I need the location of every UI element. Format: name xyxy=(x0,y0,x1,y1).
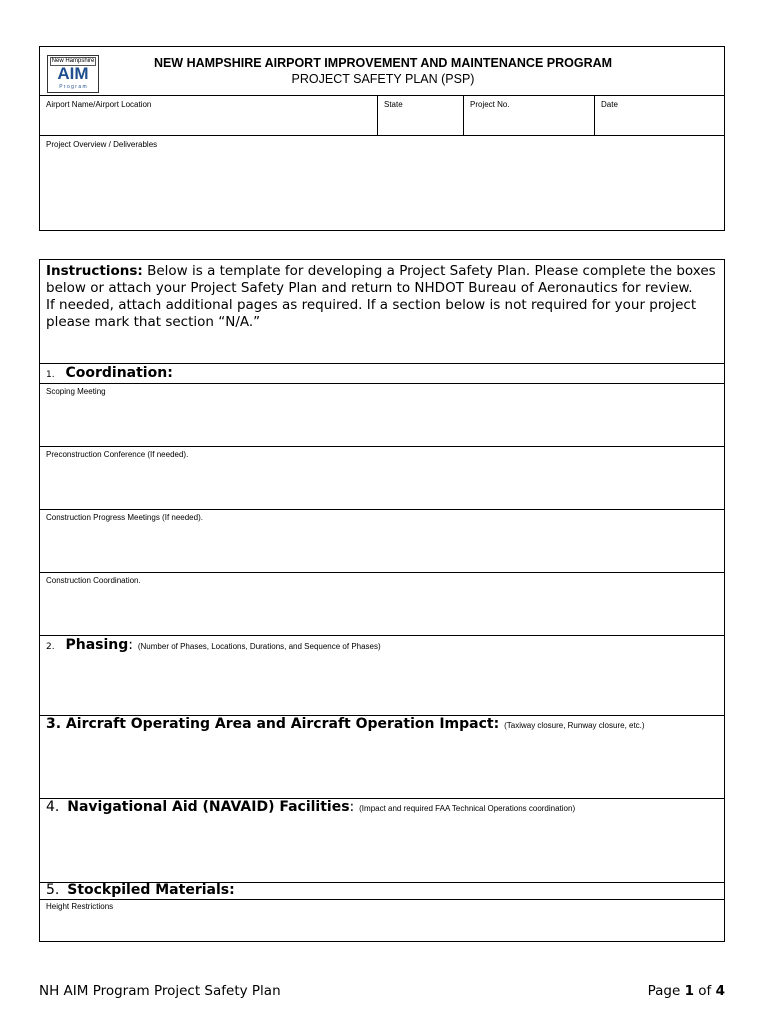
section-2-colon: : xyxy=(128,637,133,653)
scoping-meeting-label: Scoping Meeting xyxy=(46,387,106,396)
project-no-cell[interactable] xyxy=(464,96,595,135)
progress-meetings-label: Construction Progress Meetings (If needed). xyxy=(46,513,203,522)
section-3-aoa[interactable] xyxy=(40,716,724,799)
state-input[interactable] xyxy=(384,112,462,132)
form-title: NEW HAMPSHIRE AIRPORT IMPROVEMENT AND MAINTENANCE PROGRAM xyxy=(153,56,613,70)
construction-coordination-input[interactable] xyxy=(46,589,720,635)
navaid-input[interactable] xyxy=(46,821,720,881)
instructions-text-2: If needed, attach additional pages as required. If a section below is not required for your project please mark that section “N/A.” xyxy=(46,297,697,330)
overview-label: Project Overview / Deliverables xyxy=(46,140,158,149)
progress-meetings-input[interactable] xyxy=(46,526,720,572)
date-label: Date xyxy=(601,100,618,109)
header-block xyxy=(39,46,725,231)
section-4-title: Navigational Aid (NAVAID) Facilities xyxy=(67,799,350,815)
form-subtitle: PROJECT SAFETY PLAN (PSP) xyxy=(291,72,475,86)
height-restrictions-label: Height Restrictions xyxy=(46,902,114,911)
info-row xyxy=(40,95,724,136)
airport-label: Airport Name/Airport Location xyxy=(46,100,152,109)
project-no-label: Project No. xyxy=(470,100,510,109)
construction-coordination-cell[interactable] xyxy=(40,573,724,636)
page-word: Page xyxy=(647,983,681,999)
instructions-lead: Instructions: xyxy=(46,263,143,279)
height-restrictions-cell[interactable] xyxy=(40,900,724,941)
phasing-input[interactable] xyxy=(46,658,720,714)
height-restrictions-input[interactable] xyxy=(46,914,720,942)
section-5-header xyxy=(40,883,724,900)
project-no-input[interactable] xyxy=(470,112,592,132)
preconstruction-input[interactable] xyxy=(46,463,720,509)
section-2-number: 2. xyxy=(46,642,55,652)
page-indicator xyxy=(560,983,725,999)
page-number: 1 xyxy=(684,983,694,999)
section-3-title: 3. Aircraft Operating Area and Aircraft Operation Impact: xyxy=(46,716,500,732)
preconstruction-label: Preconstruction Conference (If needed). xyxy=(46,450,189,459)
section-1-header xyxy=(40,363,724,384)
total-pages: 4 xyxy=(715,983,725,999)
logo-top-text: New Hampshire xyxy=(51,58,95,64)
section-2-title: Phasing xyxy=(65,637,129,653)
date-input[interactable] xyxy=(601,112,721,132)
footer-left: NH AIM Program Project Safety Plan xyxy=(39,983,281,999)
state-cell[interactable] xyxy=(378,96,464,135)
section-5-title: Stockpiled Materials: xyxy=(67,882,235,898)
preconstruction-cell[interactable] xyxy=(40,447,724,510)
logo-bottom-text: P r o g r a m xyxy=(59,84,87,90)
construction-coordination-label: Construction Coordination. xyxy=(46,576,141,585)
section-2-note: (Number of Phases, Locations, Durations, and Sequence of Phases) xyxy=(137,642,381,651)
section-5-number: 5. xyxy=(46,882,60,898)
airport-cell[interactable] xyxy=(40,96,378,135)
date-cell[interactable] xyxy=(595,96,724,135)
section-4-colon: : xyxy=(349,799,355,815)
scoping-meeting-cell[interactable] xyxy=(40,384,724,447)
section-4-note: (Impact and required FAA Technical Operations coordination) xyxy=(359,804,576,813)
overview-input[interactable] xyxy=(46,152,720,228)
instructions-text-1: Below is a template for developing a Project Safety Plan. Please complete the boxes below or attach your Project Safety Plan and return to NHDOT Bureau of Aeronautics for review. xyxy=(46,263,716,296)
section-3-note: (Taxiway closure, Runway closure, etc.) xyxy=(504,721,645,730)
of-word: of xyxy=(698,983,712,999)
progress-meetings-cell[interactable] xyxy=(40,510,724,573)
section-1-title: Coordination: xyxy=(65,365,173,381)
aoa-input[interactable] xyxy=(46,738,720,797)
safety-plan-form xyxy=(39,259,725,942)
instructions xyxy=(46,263,722,331)
logo-main-text: AIM xyxy=(57,64,89,83)
scoping-meeting-input[interactable] xyxy=(46,400,720,446)
overview-cell[interactable] xyxy=(40,136,724,230)
airport-input[interactable] xyxy=(46,112,376,132)
state-label: State xyxy=(384,100,403,109)
section-4-number: 4. xyxy=(46,799,60,815)
section-4-navaid[interactable] xyxy=(40,799,724,883)
section-2-phasing[interactable] xyxy=(40,636,724,716)
section-1-number: 1. xyxy=(46,370,55,380)
